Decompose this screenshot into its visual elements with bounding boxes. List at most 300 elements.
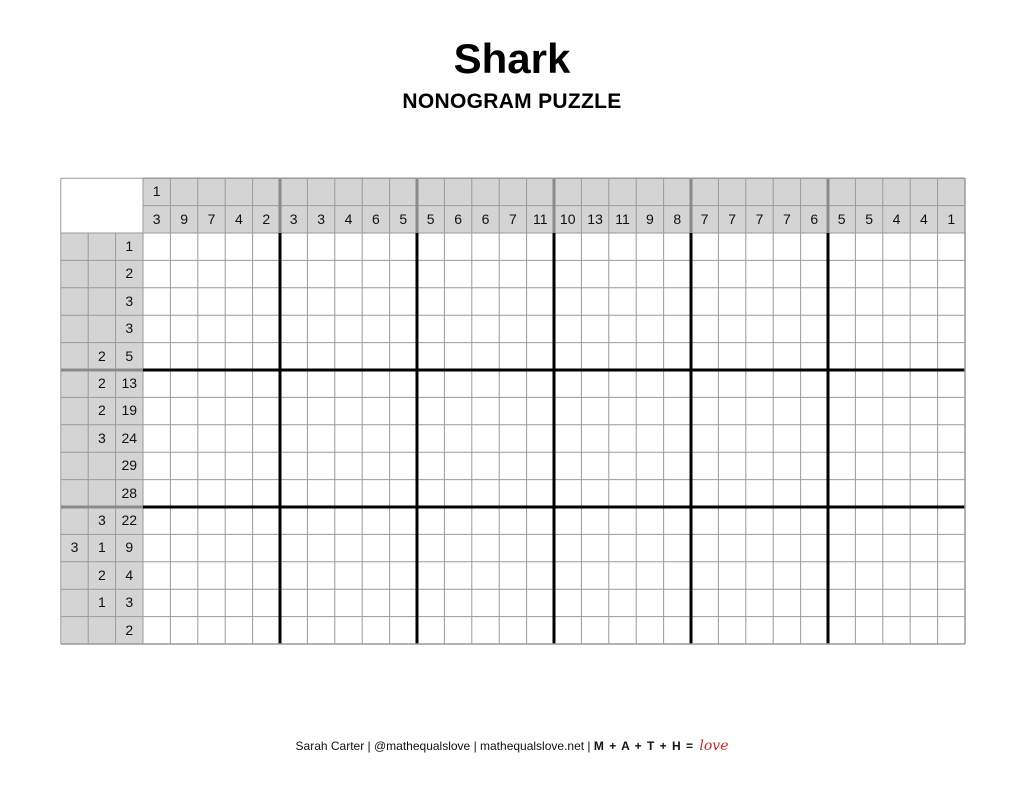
grid-cell[interactable] xyxy=(444,452,471,479)
grid-cell[interactable] xyxy=(746,233,773,260)
grid-cell[interactable] xyxy=(636,315,663,342)
grid-cell[interactable] xyxy=(143,370,170,397)
grid-cell[interactable] xyxy=(390,397,417,424)
grid-cell[interactable] xyxy=(527,452,554,479)
grid-cell[interactable] xyxy=(362,617,389,644)
grid-cell[interactable] xyxy=(609,507,636,534)
grid-cell[interactable] xyxy=(362,562,389,589)
grid-cell[interactable] xyxy=(307,288,334,315)
grid-cell[interactable] xyxy=(280,288,307,315)
grid-cell[interactable] xyxy=(855,425,882,452)
grid-cell[interactable] xyxy=(499,534,526,561)
grid-cell[interactable] xyxy=(390,370,417,397)
grid-cell[interactable] xyxy=(828,452,855,479)
grid-cell[interactable] xyxy=(554,452,581,479)
grid-cell[interactable] xyxy=(362,589,389,616)
grid-cell[interactable] xyxy=(609,288,636,315)
grid-cell[interactable] xyxy=(198,534,225,561)
grid-cell[interactable] xyxy=(801,397,828,424)
grid-cell[interactable] xyxy=(801,288,828,315)
grid-cell[interactable] xyxy=(691,562,718,589)
grid-cell[interactable] xyxy=(417,507,444,534)
grid-cell[interactable] xyxy=(636,589,663,616)
grid-cell[interactable] xyxy=(499,370,526,397)
grid-cell[interactable] xyxy=(828,397,855,424)
grid-cell[interactable] xyxy=(390,562,417,589)
grid-cell[interactable] xyxy=(390,507,417,534)
grid-cell[interactable] xyxy=(691,617,718,644)
grid-cell[interactable] xyxy=(609,397,636,424)
grid-cell[interactable] xyxy=(499,425,526,452)
grid-cell[interactable] xyxy=(143,397,170,424)
grid-cell[interactable] xyxy=(390,288,417,315)
grid-cell[interactable] xyxy=(253,452,280,479)
grid-cell[interactable] xyxy=(691,233,718,260)
grid-cell[interactable] xyxy=(444,507,471,534)
grid-cell[interactable] xyxy=(170,425,197,452)
grid-cell[interactable] xyxy=(581,507,608,534)
grid-cell[interactable] xyxy=(225,617,252,644)
grid-cell[interactable] xyxy=(253,370,280,397)
grid-cell[interactable] xyxy=(581,534,608,561)
grid-cell[interactable] xyxy=(307,562,334,589)
grid-cell[interactable] xyxy=(718,425,745,452)
grid-cell[interactable] xyxy=(527,288,554,315)
grid-cell[interactable] xyxy=(718,452,745,479)
grid-cell[interactable] xyxy=(390,343,417,370)
grid-cell[interactable] xyxy=(636,507,663,534)
grid-cell[interactable] xyxy=(773,397,800,424)
grid-cell[interactable] xyxy=(143,288,170,315)
grid-cell[interactable] xyxy=(307,617,334,644)
grid-cell[interactable] xyxy=(609,562,636,589)
grid-cell[interactable] xyxy=(472,480,499,507)
grid-cell[interactable] xyxy=(828,534,855,561)
grid-cell[interactable] xyxy=(691,288,718,315)
grid-cell[interactable] xyxy=(527,534,554,561)
grid-cell[interactable] xyxy=(198,425,225,452)
grid-cell[interactable] xyxy=(938,480,965,507)
grid-cell[interactable] xyxy=(910,288,937,315)
grid-cell[interactable] xyxy=(718,480,745,507)
grid-cell[interactable] xyxy=(307,343,334,370)
grid-cell[interactable] xyxy=(335,507,362,534)
grid-cell[interactable] xyxy=(335,480,362,507)
grid-cell[interactable] xyxy=(938,452,965,479)
grid-cell[interactable] xyxy=(554,370,581,397)
grid-cell[interactable] xyxy=(307,260,334,287)
grid-cell[interactable] xyxy=(444,397,471,424)
grid-cell[interactable] xyxy=(253,343,280,370)
grid-cell[interactable] xyxy=(746,370,773,397)
grid-cell[interactable] xyxy=(307,233,334,260)
grid-cell[interactable] xyxy=(910,534,937,561)
grid-cell[interactable] xyxy=(855,589,882,616)
grid-cell[interactable] xyxy=(636,452,663,479)
grid-cell[interactable] xyxy=(280,233,307,260)
grid-cell[interactable] xyxy=(636,562,663,589)
grid-cell[interactable] xyxy=(280,480,307,507)
grid-cell[interactable] xyxy=(225,507,252,534)
grid-cell[interactable] xyxy=(225,589,252,616)
grid-cell[interactable] xyxy=(225,233,252,260)
grid-cell[interactable] xyxy=(636,233,663,260)
grid-cell[interactable] xyxy=(417,370,444,397)
grid-cell[interactable] xyxy=(499,233,526,260)
grid-cell[interactable] xyxy=(718,315,745,342)
grid-cell[interactable] xyxy=(417,315,444,342)
grid-cell[interactable] xyxy=(581,452,608,479)
grid-cell[interactable] xyxy=(170,315,197,342)
grid-cell[interactable] xyxy=(362,233,389,260)
grid-cell[interactable] xyxy=(527,507,554,534)
grid-cell[interactable] xyxy=(746,562,773,589)
grid-cell[interactable] xyxy=(362,507,389,534)
grid-cell[interactable] xyxy=(801,425,828,452)
grid-cell[interactable] xyxy=(664,397,691,424)
grid-cell[interactable] xyxy=(855,288,882,315)
grid-cell[interactable] xyxy=(718,562,745,589)
grid-cell[interactable] xyxy=(581,233,608,260)
grid-cell[interactable] xyxy=(253,260,280,287)
grid-cell[interactable] xyxy=(910,589,937,616)
grid-cell[interactable] xyxy=(746,534,773,561)
grid-cell[interactable] xyxy=(718,507,745,534)
grid-cell[interactable] xyxy=(335,534,362,561)
grid-cell[interactable] xyxy=(390,617,417,644)
grid-cell[interactable] xyxy=(472,425,499,452)
grid-cell[interactable] xyxy=(718,370,745,397)
grid-cell[interactable] xyxy=(691,343,718,370)
grid-cell[interactable] xyxy=(855,534,882,561)
grid-cell[interactable] xyxy=(444,260,471,287)
grid-cell[interactable] xyxy=(198,507,225,534)
grid-cell[interactable] xyxy=(883,260,910,287)
grid-cell[interactable] xyxy=(499,315,526,342)
grid-cell[interactable] xyxy=(170,617,197,644)
grid-cell[interactable] xyxy=(691,260,718,287)
grid-cell[interactable] xyxy=(527,397,554,424)
grid-cell[interactable] xyxy=(554,534,581,561)
grid-cell[interactable] xyxy=(636,480,663,507)
grid-cell[interactable] xyxy=(746,425,773,452)
grid-cell[interactable] xyxy=(472,343,499,370)
grid-cell[interactable] xyxy=(883,397,910,424)
grid-cell[interactable] xyxy=(499,452,526,479)
grid-cell[interactable] xyxy=(362,397,389,424)
grid-cell[interactable] xyxy=(691,507,718,534)
grid-cell[interactable] xyxy=(801,370,828,397)
grid-cell[interactable] xyxy=(938,425,965,452)
grid-cell[interactable] xyxy=(773,480,800,507)
grid-cell[interactable] xyxy=(307,397,334,424)
grid-cell[interactable] xyxy=(143,425,170,452)
grid-cell[interactable] xyxy=(417,589,444,616)
grid-cell[interactable] xyxy=(335,343,362,370)
grid-cell[interactable] xyxy=(198,288,225,315)
grid-cell[interactable] xyxy=(143,589,170,616)
grid-cell[interactable] xyxy=(746,397,773,424)
grid-cell[interactable] xyxy=(636,617,663,644)
grid-cell[interactable] xyxy=(198,260,225,287)
grid-cell[interactable] xyxy=(938,617,965,644)
grid-cell[interactable] xyxy=(390,480,417,507)
grid-cell[interactable] xyxy=(472,397,499,424)
grid-cell[interactable] xyxy=(664,233,691,260)
grid-cell[interactable] xyxy=(828,288,855,315)
grid-cell[interactable] xyxy=(636,425,663,452)
grid-cell[interactable] xyxy=(718,233,745,260)
grid-cell[interactable] xyxy=(390,315,417,342)
grid-cell[interactable] xyxy=(527,370,554,397)
grid-cell[interactable] xyxy=(527,260,554,287)
grid-cell[interactable] xyxy=(801,480,828,507)
grid-cell[interactable] xyxy=(691,589,718,616)
grid-cell[interactable] xyxy=(472,288,499,315)
grid-cell[interactable] xyxy=(390,534,417,561)
grid-cell[interactable] xyxy=(664,480,691,507)
grid-cell[interactable] xyxy=(609,534,636,561)
grid-cell[interactable] xyxy=(828,617,855,644)
grid-cell[interactable] xyxy=(883,534,910,561)
grid-cell[interactable] xyxy=(718,260,745,287)
grid-cell[interactable] xyxy=(581,315,608,342)
grid-cell[interactable] xyxy=(581,397,608,424)
grid-cell[interactable] xyxy=(883,452,910,479)
grid-cell[interactable] xyxy=(280,452,307,479)
grid-cell[interactable] xyxy=(581,288,608,315)
grid-cell[interactable] xyxy=(855,397,882,424)
grid-cell[interactable] xyxy=(444,370,471,397)
grid-cell[interactable] xyxy=(773,562,800,589)
grid-cell[interactable] xyxy=(883,562,910,589)
grid-cell[interactable] xyxy=(198,562,225,589)
grid-cell[interactable] xyxy=(417,617,444,644)
grid-cell[interactable] xyxy=(170,288,197,315)
grid-cell[interactable] xyxy=(253,288,280,315)
grid-cell[interactable] xyxy=(664,343,691,370)
grid-cell[interactable] xyxy=(527,315,554,342)
grid-cell[interactable] xyxy=(828,260,855,287)
grid-cell[interactable] xyxy=(444,534,471,561)
grid-cell[interactable] xyxy=(910,370,937,397)
grid-cell[interactable] xyxy=(828,343,855,370)
grid-cell[interactable] xyxy=(280,562,307,589)
grid-cell[interactable] xyxy=(855,617,882,644)
grid-cell[interactable] xyxy=(280,507,307,534)
grid-cell[interactable] xyxy=(691,397,718,424)
grid-cell[interactable] xyxy=(910,315,937,342)
grid-cell[interactable] xyxy=(828,507,855,534)
grid-cell[interactable] xyxy=(609,589,636,616)
grid-cell[interactable] xyxy=(198,397,225,424)
grid-cell[interactable] xyxy=(417,480,444,507)
grid-cell[interactable] xyxy=(472,617,499,644)
grid-cell[interactable] xyxy=(225,562,252,589)
grid-cell[interactable] xyxy=(554,507,581,534)
grid-cell[interactable] xyxy=(910,233,937,260)
grid-cell[interactable] xyxy=(746,452,773,479)
grid-cell[interactable] xyxy=(855,452,882,479)
grid-cell[interactable] xyxy=(444,425,471,452)
grid-cell[interactable] xyxy=(910,260,937,287)
grid-cell[interactable] xyxy=(801,452,828,479)
grid-cell[interactable] xyxy=(280,260,307,287)
grid-cell[interactable] xyxy=(554,562,581,589)
grid-cell[interactable] xyxy=(417,260,444,287)
grid-cell[interactable] xyxy=(335,370,362,397)
grid-cell[interactable] xyxy=(855,343,882,370)
grid-cell[interactable] xyxy=(307,315,334,342)
grid-cell[interactable] xyxy=(554,425,581,452)
grid-cell[interactable] xyxy=(362,370,389,397)
grid-cell[interactable] xyxy=(664,534,691,561)
grid-cell[interactable] xyxy=(170,260,197,287)
grid-cell[interactable] xyxy=(253,507,280,534)
grid-cell[interactable] xyxy=(855,480,882,507)
grid-cell[interactable] xyxy=(801,507,828,534)
grid-cell[interactable] xyxy=(362,315,389,342)
grid-cell[interactable] xyxy=(362,480,389,507)
grid-cell[interactable] xyxy=(801,534,828,561)
grid-cell[interactable] xyxy=(362,425,389,452)
grid-cell[interactable] xyxy=(198,370,225,397)
grid-cell[interactable] xyxy=(335,589,362,616)
grid-cell[interactable] xyxy=(472,562,499,589)
grid-cell[interactable] xyxy=(773,370,800,397)
grid-cell[interactable] xyxy=(143,507,170,534)
grid-cell[interactable] xyxy=(938,589,965,616)
grid-cell[interactable] xyxy=(170,562,197,589)
grid-cell[interactable] xyxy=(773,534,800,561)
grid-cell[interactable] xyxy=(554,589,581,616)
grid-cell[interactable] xyxy=(444,562,471,589)
grid-cell[interactable] xyxy=(554,233,581,260)
grid-cell[interactable] xyxy=(307,425,334,452)
grid-cell[interactable] xyxy=(609,370,636,397)
grid-cell[interactable] xyxy=(883,589,910,616)
grid-cell[interactable] xyxy=(527,233,554,260)
grid-cell[interactable] xyxy=(801,233,828,260)
grid-cell[interactable] xyxy=(472,260,499,287)
grid-cell[interactable] xyxy=(390,589,417,616)
grid-cell[interactable] xyxy=(938,397,965,424)
grid-cell[interactable] xyxy=(910,480,937,507)
grid-cell[interactable] xyxy=(581,562,608,589)
grid-cell[interactable] xyxy=(581,260,608,287)
grid-cell[interactable] xyxy=(773,507,800,534)
grid-cell[interactable] xyxy=(335,233,362,260)
grid-cell[interactable] xyxy=(499,260,526,287)
grid-cell[interactable] xyxy=(198,480,225,507)
grid-cell[interactable] xyxy=(801,343,828,370)
grid-cell[interactable] xyxy=(691,425,718,452)
grid-cell[interactable] xyxy=(664,425,691,452)
grid-cell[interactable] xyxy=(198,315,225,342)
grid-cell[interactable] xyxy=(307,507,334,534)
grid-cell[interactable] xyxy=(499,343,526,370)
grid-cell[interactable] xyxy=(773,452,800,479)
grid-cell[interactable] xyxy=(746,617,773,644)
grid-cell[interactable] xyxy=(253,480,280,507)
grid-cell[interactable] xyxy=(746,480,773,507)
grid-cell[interactable] xyxy=(335,617,362,644)
grid-cell[interactable] xyxy=(828,589,855,616)
grid-cell[interactable] xyxy=(417,562,444,589)
grid-cell[interactable] xyxy=(527,617,554,644)
grid-cell[interactable] xyxy=(225,370,252,397)
grid-cell[interactable] xyxy=(801,315,828,342)
grid-cell[interactable] xyxy=(527,589,554,616)
grid-cell[interactable] xyxy=(253,562,280,589)
grid-cell[interactable] xyxy=(746,507,773,534)
grid-cell[interactable] xyxy=(636,534,663,561)
grid-cell[interactable] xyxy=(855,507,882,534)
grid-cell[interactable] xyxy=(417,397,444,424)
grid-cell[interactable] xyxy=(198,233,225,260)
grid-cell[interactable] xyxy=(253,425,280,452)
grid-cell[interactable] xyxy=(664,507,691,534)
grid-cell[interactable] xyxy=(718,617,745,644)
grid-cell[interactable] xyxy=(170,480,197,507)
grid-cell[interactable] xyxy=(472,507,499,534)
grid-cell[interactable] xyxy=(499,589,526,616)
grid-cell[interactable] xyxy=(225,480,252,507)
grid-cell[interactable] xyxy=(499,288,526,315)
grid-cell[interactable] xyxy=(691,370,718,397)
grid-cell[interactable] xyxy=(527,480,554,507)
grid-cell[interactable] xyxy=(581,425,608,452)
grid-cell[interactable] xyxy=(773,589,800,616)
grid-cell[interactable] xyxy=(472,370,499,397)
grid-cell[interactable] xyxy=(828,370,855,397)
grid-cell[interactable] xyxy=(390,425,417,452)
grid-cell[interactable] xyxy=(554,288,581,315)
grid-cell[interactable] xyxy=(664,370,691,397)
grid-cell[interactable] xyxy=(444,617,471,644)
grid-cell[interactable] xyxy=(280,425,307,452)
grid-cell[interactable] xyxy=(390,260,417,287)
grid-cell[interactable] xyxy=(609,480,636,507)
grid-cell[interactable] xyxy=(883,370,910,397)
grid-cell[interactable] xyxy=(746,343,773,370)
grid-cell[interactable] xyxy=(883,343,910,370)
grid-cell[interactable] xyxy=(472,452,499,479)
grid-cell[interactable] xyxy=(417,534,444,561)
grid-cell[interactable] xyxy=(225,397,252,424)
grid-cell[interactable] xyxy=(417,452,444,479)
grid-cell[interactable] xyxy=(143,480,170,507)
grid-cell[interactable] xyxy=(773,315,800,342)
grid-cell[interactable] xyxy=(335,397,362,424)
grid-cell[interactable] xyxy=(910,425,937,452)
grid-cell[interactable] xyxy=(527,562,554,589)
grid-cell[interactable] xyxy=(198,452,225,479)
grid-cell[interactable] xyxy=(938,534,965,561)
grid-cell[interactable] xyxy=(910,397,937,424)
grid-cell[interactable] xyxy=(691,452,718,479)
grid-cell[interactable] xyxy=(801,562,828,589)
grid-cell[interactable] xyxy=(280,343,307,370)
grid-cell[interactable] xyxy=(499,617,526,644)
grid-cell[interactable] xyxy=(855,562,882,589)
grid-cell[interactable] xyxy=(444,315,471,342)
grid-cell[interactable] xyxy=(828,480,855,507)
grid-cell[interactable] xyxy=(746,288,773,315)
grid-cell[interactable] xyxy=(581,589,608,616)
grid-cell[interactable] xyxy=(225,260,252,287)
grid-cell[interactable] xyxy=(225,425,252,452)
